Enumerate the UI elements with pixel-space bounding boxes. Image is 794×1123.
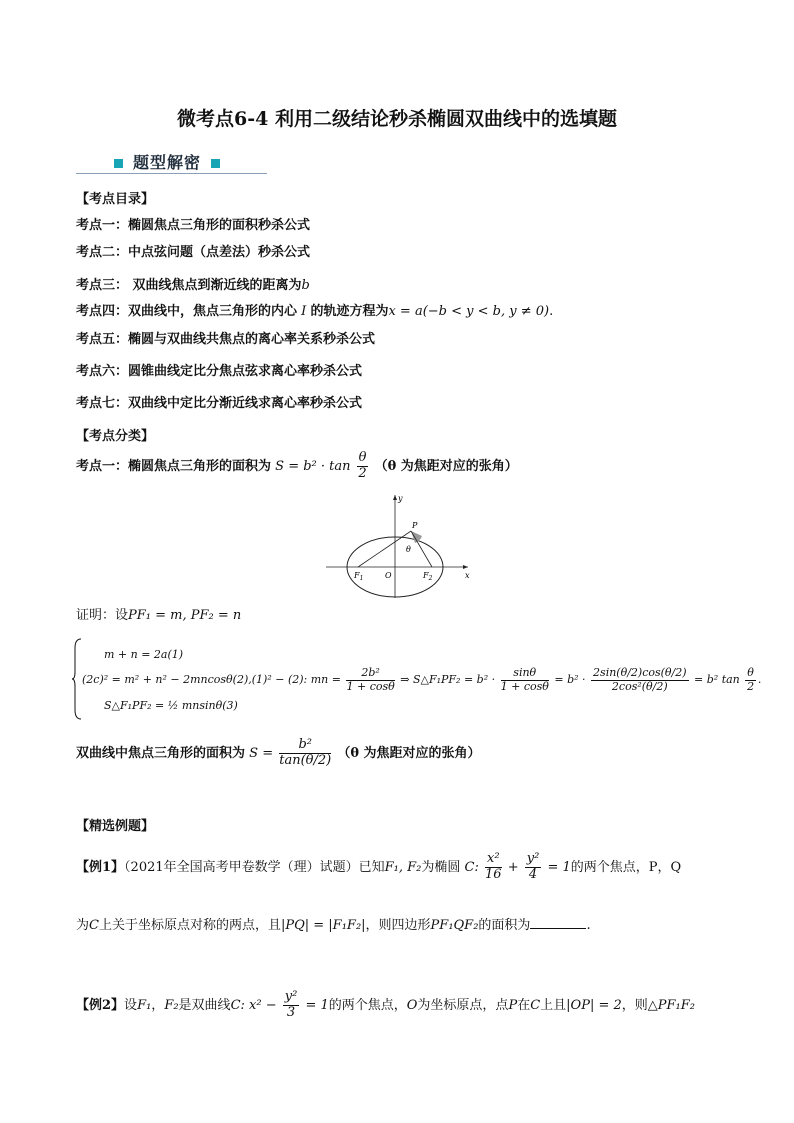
derive-text: ,(1)² − (2): mn = <box>248 673 341 687</box>
example-2-g: 上且 <box>540 997 567 1013</box>
answer-blank[interactable] <box>530 918 586 929</box>
example-2-a: 设 <box>124 997 138 1013</box>
example-2-f: 在 <box>517 997 531 1013</box>
toc-item-4-end: . <box>549 304 554 319</box>
y-arrow-icon <box>393 495 397 500</box>
example-2-frac-den: 3 <box>286 1004 296 1020</box>
example-2-d: 的两个焦点， <box>328 997 407 1013</box>
mn-fraction <box>346 667 394 693</box>
toc-item-7: 考点七：双曲线中定比分渐近线求离心率秒杀公式 <box>76 396 363 411</box>
example-2-f1: F₁ <box>137 997 152 1013</box>
toc-item-5: 考点五：椭圆与双曲线共焦点的离心率关系秒杀公式 <box>76 332 376 347</box>
hyperbola-line <box>76 738 481 769</box>
hyperbola-prefix: 双曲线中焦点三角形的面积为 <box>76 745 246 761</box>
example-2-tri: △PF₁F₂ <box>647 997 695 1013</box>
square-icon <box>114 159 123 168</box>
toc-item-4-eq: x = a(−b < y < b, y ≠ 0) <box>388 304 550 319</box>
example-2-label: 【例2】 <box>76 997 125 1013</box>
example-2-curve: C: x² − <box>230 997 277 1013</box>
point1-formula: S = b² · tan <box>275 458 351 474</box>
example-1-frac2-num: y² <box>526 851 540 866</box>
banner-underline <box>76 173 267 174</box>
hyperbola-s: S = <box>249 745 274 761</box>
example-1-l2-a: 为 <box>76 918 90 933</box>
section-banner <box>104 150 230 173</box>
mn-num: 2b² <box>346 667 394 681</box>
example-1-eq1: = 1 <box>547 859 571 875</box>
toc-item-3-var: b <box>301 278 310 293</box>
point1-frac-num: θ <box>358 450 367 465</box>
t-num: 2sin(θ/2)cos(θ/2) <box>593 666 687 679</box>
example-2-o: O <box>406 997 418 1013</box>
mn-den: 1 + cosθ <box>346 679 395 693</box>
point1-fraction <box>357 451 369 482</box>
example-1-label: 【例1】 <box>76 859 125 875</box>
left-brace <box>72 638 82 720</box>
example-2-b: ， <box>151 997 165 1013</box>
toc-item-2: 考点二：中点弦问题（点差法）秒杀公式 <box>76 245 311 260</box>
page-title: 微考点6-4 利用二级结论秒杀椭圆双曲线中的选填题 <box>177 108 617 130</box>
arrow-text: ⇒ S△F₁PF₂ = b² · <box>400 673 496 687</box>
examples-heading: 【精选例题】 <box>76 819 155 834</box>
proof-intro-text: 证明：设 <box>76 608 129 623</box>
example-1-line-2 <box>76 914 591 933</box>
x-label: x <box>465 571 470 580</box>
toc-item-3 <box>76 274 310 293</box>
t-den: 2cos²(θ/2) <box>611 679 668 693</box>
example-2-frac <box>283 990 300 1021</box>
x-arrow-icon <box>463 565 468 569</box>
example-1-frac2 <box>525 852 542 883</box>
segment-pf1 <box>358 531 411 567</box>
toc-item-6: 考点六：圆锥曲线定比分焦点弦求离心率秒杀公式 <box>76 364 363 379</box>
example-1-frac1-num: x² <box>487 851 500 866</box>
toc-item-4 <box>76 300 553 319</box>
proof-period: . <box>757 673 762 687</box>
origin-label: O <box>385 571 392 580</box>
example-1-source: （2021年全国高考甲卷数学（理）试题）已知 <box>124 859 385 875</box>
example-1-l2-eq: |PQ| = |F₁F₂| <box>280 918 366 933</box>
end-den: 2 <box>747 679 755 693</box>
system-eq-1: m + n = 2a(1) <box>104 648 184 661</box>
example-2-c: 是双曲线 <box>178 997 231 1013</box>
end-num: θ <box>747 666 754 679</box>
example-1-l2-b: 上关于坐标原点对称的两点，且 <box>98 918 281 933</box>
example-2-p: P <box>508 997 518 1013</box>
system-eq-2: (2c)² = m² + n² − 2mncosθ(2) <box>82 673 249 687</box>
example-1-l2-period: . <box>586 918 591 933</box>
f2-label: $F_2$ <box>423 571 433 582</box>
system-eq-3: S△F₁PF₂ = ½ mnsinθ(3) <box>104 699 238 712</box>
example-2-op: |OP| = 2 <box>566 997 622 1013</box>
banner-label: 题型解密 <box>133 153 202 172</box>
s-fraction <box>501 667 549 693</box>
proof-intro-eq: PF₁ = m, PF₂ = n <box>128 608 242 623</box>
y-label: y <box>398 494 403 503</box>
ellipse-figure <box>326 492 472 600</box>
hyperbola-fraction <box>279 738 331 769</box>
example-1-c: C: <box>464 859 479 875</box>
hyperbola-note: （θ 为焦距对应的张角） <box>337 745 481 761</box>
eq2-text: = b² · <box>554 673 586 687</box>
example-1-line-1 <box>76 852 681 883</box>
example-1-l2-c2: ，则四边形 <box>365 918 431 933</box>
f1-label: $F_1$ <box>354 571 364 582</box>
toc-heading: 【考点目录】 <box>76 192 155 207</box>
example-1-l2-end: 的面积为 <box>478 918 531 933</box>
example-1-frac1-den: 16 <box>485 866 502 882</box>
s-num: sinθ <box>501 667 549 681</box>
theta-label: θ <box>406 545 411 554</box>
end-fraction <box>745 667 756 693</box>
example-2-frac-num: y² <box>284 989 298 1004</box>
example-2-cc: C <box>530 997 541 1013</box>
t-fraction <box>591 667 689 693</box>
toc-item-3-text: 考点三： 双曲线焦点到渐近线的距离为 <box>76 278 302 293</box>
example-1-l2-quad: PF₁QF₂ <box>430 918 479 933</box>
toc-item-1: 考点一：椭圆焦点三角形的面积秒杀公式 <box>76 218 311 233</box>
example-2-eq1: = 1 <box>305 997 329 1013</box>
hyperbola-den: tan(θ/2) <box>279 752 332 768</box>
point1-line <box>76 451 518 482</box>
toc-item-4-tail: 的轨迹方程为 <box>310 304 389 319</box>
point1-note: （θ 为焦距对应的张角） <box>374 458 518 474</box>
point1-prefix: 考点一：椭圆焦点三角形的面积为 <box>76 458 272 474</box>
example-1-plus: + <box>507 859 519 875</box>
example-1-l2-c: C <box>89 918 99 933</box>
example-1-tail: 的两个焦点，P，Q <box>570 859 682 875</box>
proof-intro <box>76 604 241 623</box>
system-eq-2-line <box>82 667 761 693</box>
toc-item-4-var: I <box>301 304 307 319</box>
eq3-text: = b² tan <box>694 673 740 687</box>
example-1-frac1 <box>485 852 502 883</box>
s-den: 1 + cosθ <box>500 679 549 693</box>
example-1-foci: F₁, F₂ <box>384 859 422 875</box>
point-p-label: P <box>412 521 418 530</box>
example-1-mid: 为椭圆 <box>421 859 461 875</box>
example-2-line-1 <box>76 990 695 1021</box>
toc-item-4-text: 考点四：双曲线中，焦点三角形的内心 <box>76 304 298 319</box>
square-icon <box>211 159 220 168</box>
example-2-e: 为坐标原点，点 <box>417 997 509 1013</box>
example-1-frac2-den: 4 <box>528 866 538 882</box>
point1-frac-den: 2 <box>358 465 367 481</box>
classification-heading: 【考点分类】 <box>76 429 155 444</box>
example-2-f2: F₂ <box>164 997 179 1013</box>
example-2-h: ，则 <box>621 997 648 1013</box>
hyperbola-num: b² <box>279 738 331 754</box>
